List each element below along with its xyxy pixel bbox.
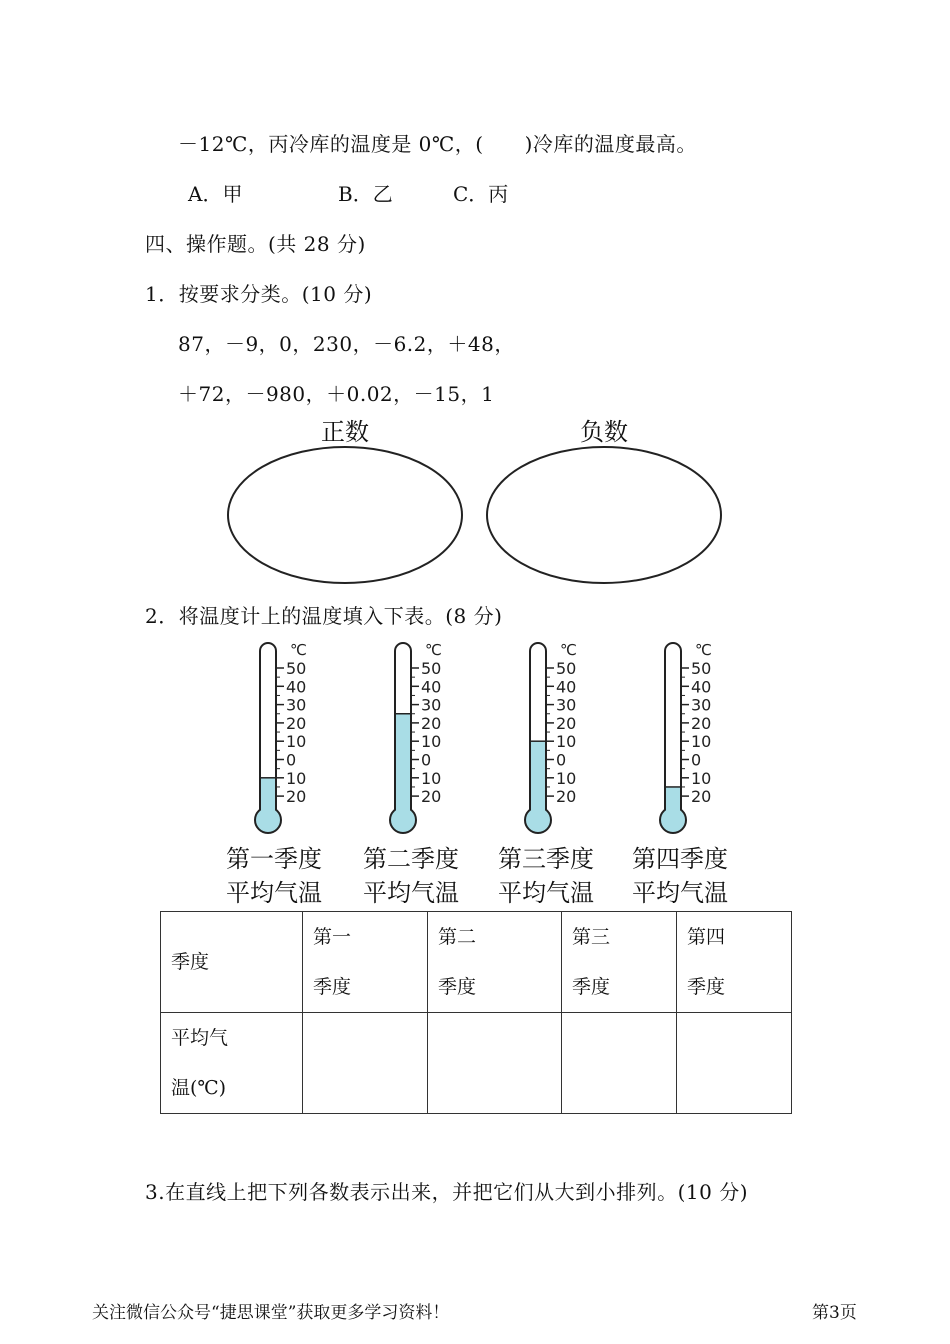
- thermometer-2-tick-label: 20: [421, 787, 442, 807]
- row-label-season: 季度: [161, 912, 303, 1013]
- thermometer-2-tick-label: 50: [421, 659, 442, 678]
- caption-3-line-1: 第三季度: [498, 845, 594, 873]
- thermometer-1-tick-label: 30: [286, 695, 307, 715]
- thermometer-3-tick-label: 40: [556, 677, 577, 697]
- thermometer-3-neck: [531, 804, 545, 818]
- thermometer-3-tick-label: 20: [556, 787, 577, 807]
- number-list-line-1: 87，－9，0，230，－6.2，＋48，: [178, 332, 515, 356]
- answer-cell-3[interactable]: [562, 1013, 677, 1114]
- thermometer-caption-3: [476, 842, 616, 910]
- header-col-2: 第二 季度: [428, 912, 562, 1013]
- question-2: 2．将温度计上的温度填入下表。(8 分): [145, 604, 503, 628]
- thermometer-1-tick-label: 20: [286, 787, 307, 807]
- thermometer-2-neck: [396, 804, 410, 818]
- caption-4-line-1: 第四季度: [632, 845, 728, 873]
- option-b: B．乙: [338, 182, 393, 206]
- thermometer-3-tick-label: 0: [556, 750, 567, 770]
- thermometer-caption-2: [341, 842, 481, 910]
- section-heading: 四、操作题。(共 28 分): [145, 232, 366, 256]
- caption-1-line-1: 第一季度: [226, 845, 322, 873]
- thermometer-1-unit: ℃: [290, 641, 307, 659]
- thermometer-4-tick-label: 20: [691, 713, 712, 733]
- table-data-row: [161, 1013, 792, 1114]
- caption-2-line-2: 平均气温: [363, 879, 459, 907]
- question-continued: －12℃，丙冷库的温度是 0℃，( )冷库的温度最高。: [178, 132, 697, 156]
- thermometer-2-tick-label: 10: [421, 732, 442, 752]
- answer-cell-1[interactable]: [303, 1013, 428, 1114]
- thermometer-2-tick-label: 10: [421, 768, 442, 788]
- thermometer-1-tick-label: 50: [286, 659, 307, 678]
- question-3: 3.在直线上把下列各数表示出来，并把它们从大到小排列。(10 分): [145, 1180, 748, 1204]
- option-c: C．丙: [453, 182, 509, 206]
- caption-2-line-1: 第二季度: [363, 845, 459, 873]
- answer-cell-2[interactable]: [428, 1013, 562, 1114]
- footer-promo: 关注微信公众号“捷思课堂”获取更多学习资料！: [92, 1303, 450, 1323]
- thermometer-3-tick-label: 20: [556, 713, 577, 733]
- header-col-1: 第一 季度: [303, 912, 428, 1013]
- thermometer-1-tick-label: 20: [286, 713, 307, 733]
- thermometer-2-tick-label: 30: [421, 695, 442, 715]
- caption-1-line-2: 平均气温: [226, 879, 322, 907]
- thermometer-3-tick-label: 50: [556, 659, 577, 678]
- thermometer-2-tick-label: 20: [421, 713, 442, 733]
- header-col-3: 第三 季度: [562, 912, 677, 1013]
- thermometer-3-tick-label: 10: [556, 732, 577, 752]
- thermometer-caption-4: [610, 842, 750, 910]
- thermometer-4-unit: ℃: [695, 641, 712, 659]
- thermometer-3-unit: ℃: [560, 641, 577, 659]
- classification-ovals: [220, 445, 730, 590]
- thermometer-4-tick-label: 0: [691, 750, 702, 770]
- thermometer-1-tick-label: 40: [286, 677, 307, 697]
- negative-label: 负数: [580, 418, 628, 446]
- thermometer-1-tick-label: 10: [286, 732, 307, 752]
- thermometer-4-tick-label: 50: [691, 659, 712, 678]
- caption-3-line-2: 平均气温: [498, 879, 594, 907]
- thermometers: [0, 635, 950, 840]
- header-col-4: 第四 季度: [677, 912, 792, 1013]
- answer-cell-4[interactable]: [677, 1013, 792, 1114]
- thermometer-3-tick-label: 10: [556, 768, 577, 788]
- table-header-row: [161, 912, 792, 1013]
- thermometer-2-unit: ℃: [425, 641, 442, 659]
- thermometer-4-tick-label: 10: [691, 732, 712, 752]
- positive-oval: [228, 447, 462, 583]
- thermometer-1-tick-label: 0: [286, 750, 297, 770]
- thermometer-4-tube: [665, 643, 681, 810]
- negative-oval: [487, 447, 721, 583]
- temperature-table: [160, 911, 792, 1114]
- thermometer-1-tick-label: 10: [286, 768, 307, 788]
- thermometer-4-tick-label: 10: [691, 768, 712, 788]
- thermometer-1-neck: [261, 804, 275, 818]
- number-list-line-2: ＋72，－980，＋0.02，－15，1: [178, 382, 495, 406]
- caption-4-line-2: 平均气温: [632, 879, 728, 907]
- page-number: 第3页: [812, 1303, 857, 1323]
- thermometer-4-tick-label: 20: [691, 787, 712, 807]
- thermometer-3-fill: [530, 741, 546, 810]
- thermometer-4-tick-label: 30: [691, 695, 712, 715]
- thermometer-2-fill: [395, 714, 411, 810]
- option-a: A．甲: [188, 182, 243, 206]
- thermometer-2-tick-label: 40: [421, 677, 442, 697]
- thermometer-3-tick-label: 30: [556, 695, 577, 715]
- question-1: 1．按要求分类。(10 分): [145, 282, 373, 306]
- row-label-temperature: 平均气 温(℃): [161, 1013, 303, 1114]
- thermometer-4-neck: [666, 804, 680, 818]
- thermometer-caption-1: [204, 842, 344, 910]
- thermometer-2-tick-label: 0: [421, 750, 432, 770]
- positive-label: 正数: [321, 418, 369, 446]
- thermometer-4-tick-label: 40: [691, 677, 712, 697]
